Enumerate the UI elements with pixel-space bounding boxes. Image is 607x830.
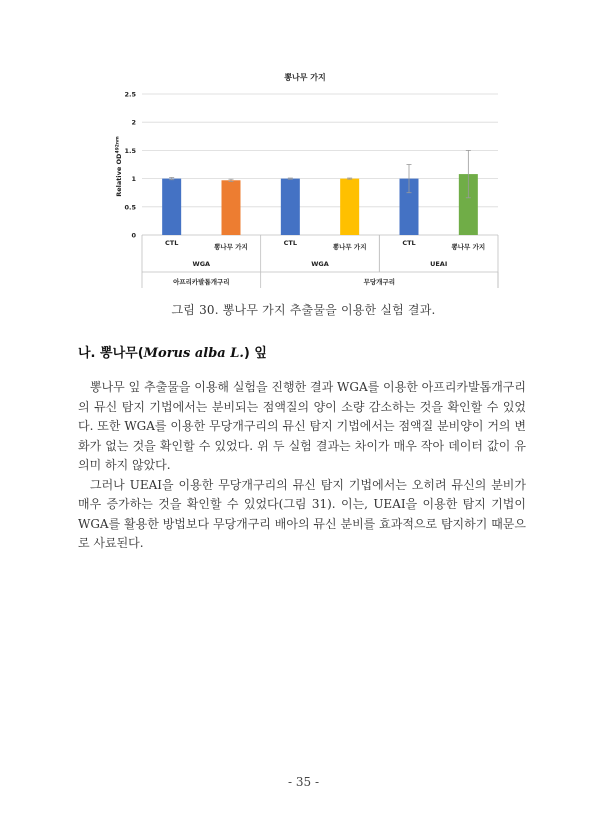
- group-label-level2: 무당개구리: [363, 278, 396, 286]
- bar: [162, 179, 181, 235]
- bar: [222, 180, 241, 235]
- group-label-level1: WGA: [192, 260, 211, 268]
- body-text: [78, 378, 526, 554]
- bar: [281, 179, 300, 235]
- section-heading: [78, 342, 267, 361]
- y-axis-label: Relative $OD^{492nm}$: [115, 136, 123, 197]
- x-tick-label: 뽕나무 가지: [451, 243, 486, 251]
- chart-svg: [0, 0, 607, 300]
- section-heading-latin: Morus alba L.: [143, 346, 244, 361]
- bar: [340, 179, 359, 235]
- bar-chart: [0, 0, 607, 300]
- section-heading-prefix: 나. 뽕나무(: [78, 346, 144, 361]
- paragraph: 뽕나무 잎 추출물을 이용해 실험을 진행한 결과 WGA를 이용한 아프리카발톱개구리의 뮤신 탐지 기법에서는 분비되는 점액질의 양이 소량 감소하는 것을 확인할 수 있었다. 또한 WGA를 이용한 무당개구리의 뮤신 탐지 기법에서는 점액질 분비양이 거의 변화가 없는 것을 확인할 수 있었다. 위 두 실험 결과는 차이가 매우 작아 데이터 값이 유의미 하지 않았다.: [78, 380, 526, 472]
- x-tick-label: CTL: [402, 239, 416, 247]
- x-tick-label: CTL: [164, 239, 179, 247]
- y-tick-label: 0: [131, 231, 136, 240]
- group-label-level2: 아프리카발톱개구리: [173, 278, 230, 286]
- group-label-level1: UEAI: [430, 260, 448, 268]
- x-tick-label: 뽕나무 가지: [332, 243, 367, 251]
- x-tick-label: 뽕나무 가지: [214, 243, 248, 251]
- y-tick-label: 2: [131, 118, 136, 127]
- y-tick-label: 1.5: [124, 146, 136, 155]
- section-heading-suffix: ) 잎: [243, 346, 267, 361]
- paragraph: 그러나 UEAI을 이용한 무당개구리의 뮤신 탐지 기법에서는 오히려 뮤신의 분비가 매우 증가하는 것을 확인할 수 있었다(그림 31). 이는, UEAI을 이용한 탐지 기법이 WGA를 활용한 방법보다 무당개구리 배아의 뮤신 분비를 효과적으로 탐지하기 때문으로 사료된다.: [78, 477, 526, 550]
- page-number: - 35 -: [287, 775, 319, 789]
- chart-title: 뽕나무 가지: [284, 73, 326, 82]
- y-tick-label: 1: [131, 175, 136, 184]
- y-tick-label: 0.5: [124, 203, 136, 212]
- group-label-level1: WGA: [311, 260, 329, 268]
- figure-caption: 그림 30. 뽕나무 가지 추출물을 이용한 실험 결과.: [171, 303, 436, 317]
- y-tick-label: 2.5: [124, 90, 136, 99]
- x-tick-label: CTL: [283, 239, 298, 247]
